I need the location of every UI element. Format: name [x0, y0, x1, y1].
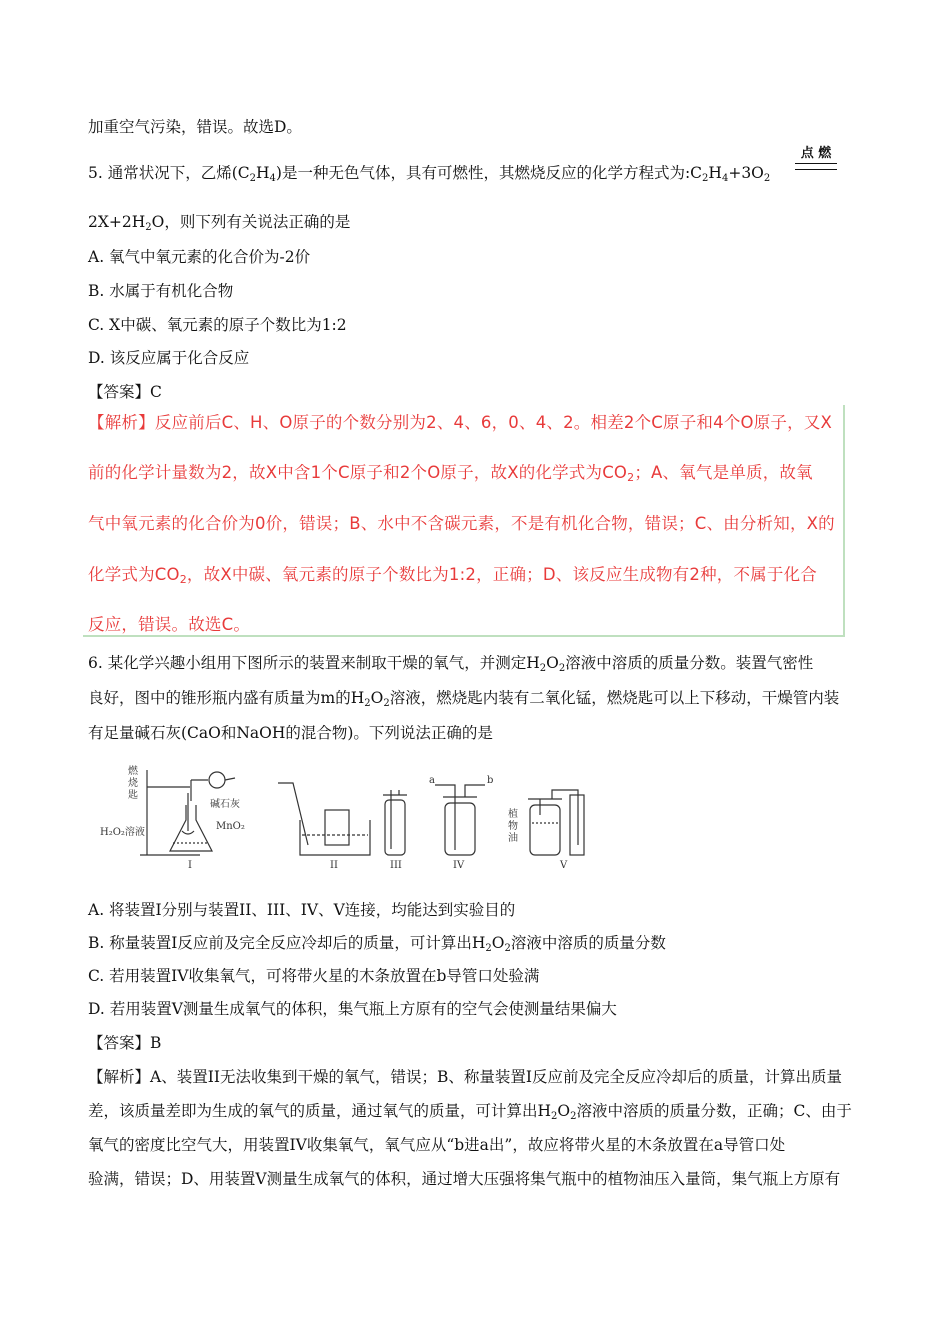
option-b: B. 称量装置I反应前及完全反应冷却后的质量，可计算出$H_2O_2$溶液中溶质的质量分数 — [88, 934, 666, 954]
option-d: D. 该反应属于化合反应 — [88, 349, 250, 367]
analysis-line: 反应，错误。故选C。 — [88, 615, 251, 634]
reaction-condition: 点 燃 — [800, 146, 832, 161]
label-apparatus-3: III — [390, 860, 402, 871]
option-c: C. 若用装置IV收集氧气，可将带火星的木条放置在b导管口处验满 — [88, 967, 540, 985]
answer: 【答案】B — [88, 1034, 162, 1052]
label-h2o2: H₂O₂溶液 — [100, 827, 145, 838]
explanation-line: 【解析】A、装置II无法收集到干燥的氧气，错误；B、称量装置I反应前及完全反应冷却后的质量，计算出质量 — [88, 1068, 842, 1086]
label-b: b — [487, 775, 494, 786]
label-mno2: MnO₂ — [216, 821, 245, 832]
label-apparatus-5: V — [560, 860, 568, 871]
label-oil: 油 — [508, 833, 518, 844]
option-a: A. 氧气中氧元素的化合价为-2价 — [88, 248, 311, 266]
label-oil: 物 — [508, 821, 518, 832]
explanation-line: 验满，错误；D、用装置V测量生成氧气的体积，通过增大压强将集气瓶中的植物油压入量筒，集气瓶上方原有 — [88, 1170, 841, 1188]
label-apparatus-4: IV — [453, 860, 465, 871]
option-a: A. 将装置I分别与装置II、III、IV、V连接，均能达到实验目的 — [88, 901, 516, 919]
option-d: D. 若用装置V测量生成氧气的体积，集气瓶上方原有的空气会使测量结果偏大 — [88, 1000, 617, 1018]
option-c: C. X中碳、氧元素的原子个数比为1:2 — [88, 316, 347, 334]
question-6-stem: 良好，图中的锥形瓶内盛有质量为m的$H_2O_2$溶液，燃烧匙内装有二氧化锰，燃烧匙可以上下移动，干燥管内装 — [88, 689, 840, 709]
analysis-line: 【解析】反应前后C、H、O原子的个数分别为2、4、6，0、4、2。相差2个C原子和4个O原子，又X — [88, 413, 833, 432]
apparatus-figure — [100, 765, 610, 875]
label-spoon: 匙 — [128, 790, 138, 801]
label-spoon: 烧 — [128, 778, 138, 789]
question-6-stem: 6. 某化学兴趣小组用下图所示的装置来制取干燥的氧气，并测定$H_2O_2$溶液中溶质的质量分数。装置气密性 — [88, 654, 814, 674]
label-apparatus-2: II — [330, 860, 338, 871]
label-soda-lime: 碱石灰 — [210, 799, 240, 810]
question-6-stem: 有足量碱石灰(CaO和NaOH的混合物)。下列说法正确的是 — [88, 724, 493, 742]
question-5-stem-cont: $2X+2H_2O$，则下列有关说法正确的是 — [88, 213, 351, 233]
label-spoon: 燃 — [128, 766, 138, 777]
text-line: 加重空气污染，错误。故选D。 — [88, 118, 302, 136]
answer: 【答案】C — [88, 383, 162, 401]
analysis-line: 气中氧元素的化合价为0价，错误；B、水中不含碳元素，不是有机化合物，错误；C、由分析知，X的 — [88, 514, 835, 533]
explanation-line: 差，该质量差即为生成的氧气的质量，通过氧气的质量，可计算出$H_2O_2$溶液中溶质的质量分数，正确；C、由于 — [88, 1102, 852, 1122]
explanation-line: 氧气的密度比空气大，用装置IV收集氧气，氧气应从“b进a出”，故应将带火星的木条放置在a导管口处 — [88, 1136, 786, 1154]
option-b: B. 水属于有机化合物 — [88, 282, 234, 300]
reaction-arrow — [795, 163, 837, 170]
label-oil: 植 — [508, 809, 518, 820]
label-apparatus-1: I — [188, 860, 192, 871]
analysis-line: 前的化学计量数为2，故X中含1个C原子和2个O原子，故X的化学式为$CO_2$；A、氧气是单质，故氧 — [88, 463, 813, 484]
label-a: a — [429, 775, 435, 786]
analysis-line: 化学式为$CO_2$，故X中碳、氧元素的原子个数比为1:2，正确；D、该反应生成物有2种，不属于化合 — [88, 565, 817, 586]
question-5-stem: 5. 通常状况下，乙烯$(C_2H_4)$是一种无色气体，具有可燃性，其燃烧反应的化学方程式为$:C_2H_4+3O_2$ — [88, 164, 771, 184]
